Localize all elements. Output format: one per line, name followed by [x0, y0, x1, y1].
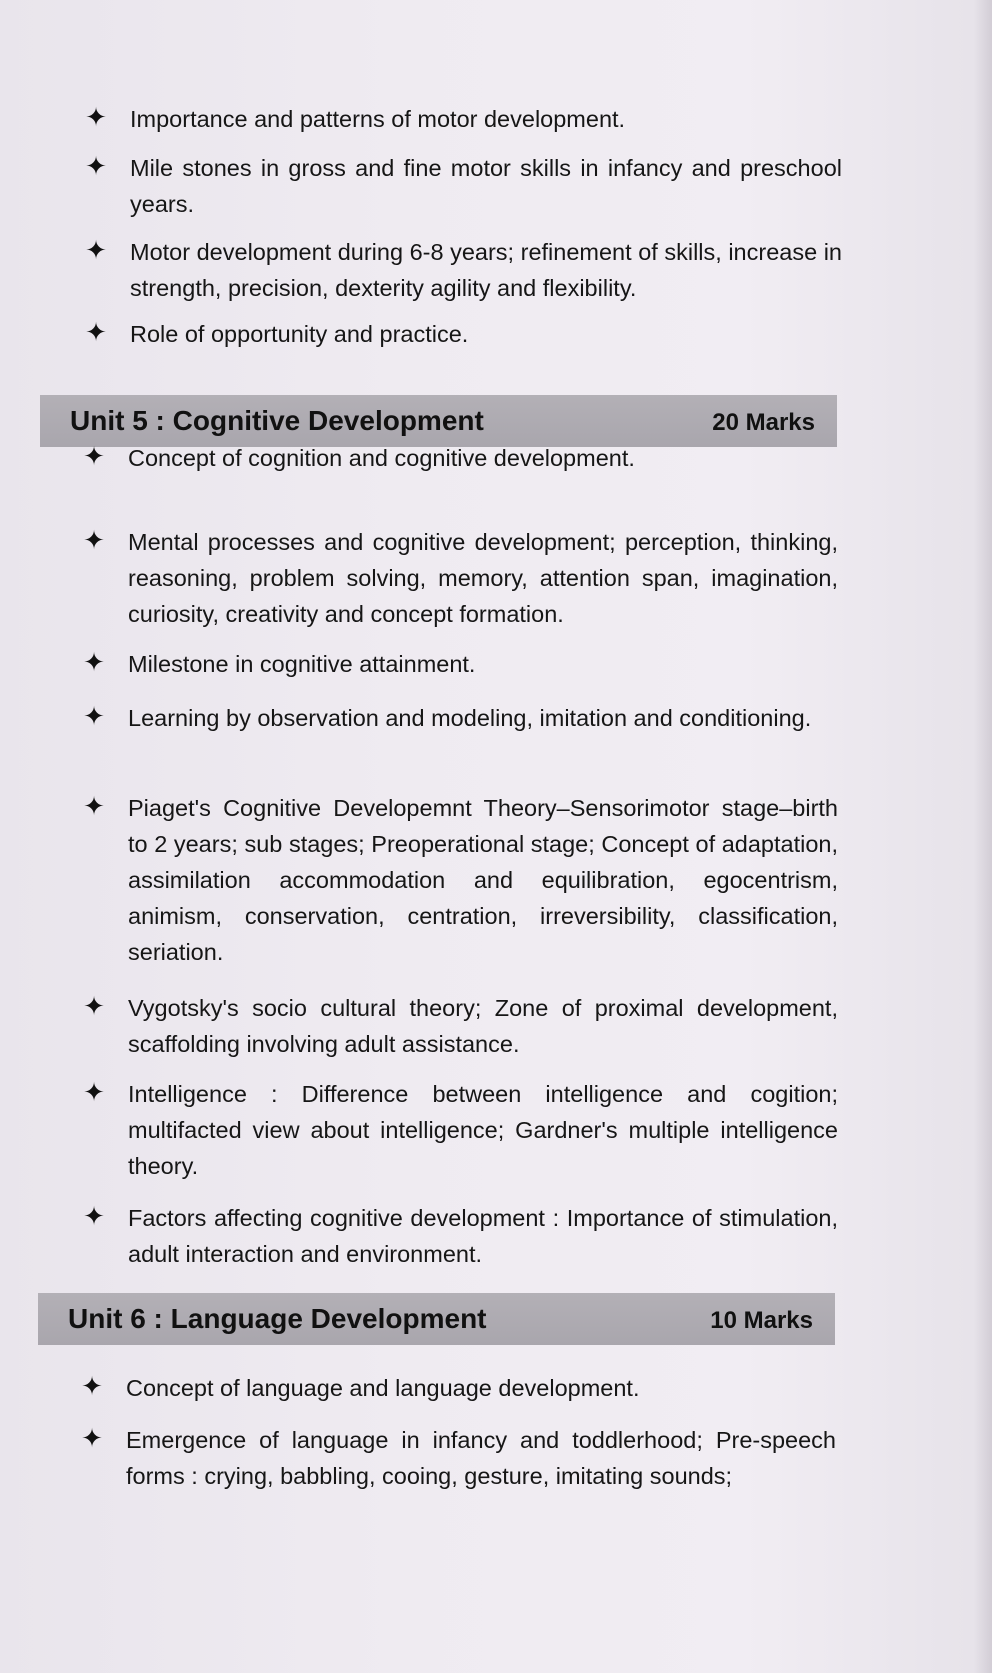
- list-item: ✦ Concept of cognition and cognitive development.: [128, 440, 838, 476]
- list-item: ✦ Concept of language and language development.: [126, 1370, 836, 1406]
- list-item: ✦ Importance and patterns of motor development.: [130, 101, 842, 137]
- star-bullet-icon: ✦: [81, 1372, 103, 1402]
- list-item: ✦ Vygotsky's socio cultural theory; Zone of proximal development, scaffolding involving adult assistance.: [128, 990, 838, 1062]
- list-item: ✦ Mental processes and cognitive development; perception, thinking, reasoning, problem solving, memory, attention span, imagination, curiosity, creativity and concept formation.: [128, 524, 838, 632]
- list-item: ✦ Emergence of language in infancy and toddlerhood; Pre-speech forms : crying, babbling, cooing, gesture, imitating sounds;: [126, 1422, 836, 1494]
- star-bullet-icon: ✦: [83, 792, 105, 822]
- star-bullet-icon: ✦: [83, 442, 105, 472]
- star-bullet-icon: ✦: [85, 103, 107, 133]
- star-bullet-icon: ✦: [83, 526, 105, 556]
- list-item: ✦ Mile stones in gross and fine motor skills in infancy and preschool years.: [130, 150, 842, 222]
- star-bullet-icon: ✦: [83, 702, 105, 732]
- star-bullet-icon: ✦: [81, 1424, 103, 1454]
- star-bullet-icon: ✦: [83, 1202, 105, 1232]
- unit-title: Unit 6 : Language Development: [68, 1303, 487, 1334]
- list-item: ✦ Motor development during 6-8 years; refinement of skills, increase in strength, precision, dexterity agility and flexibility.: [130, 234, 842, 306]
- list-item: ✦ Piaget's Cognitive Developemnt Theory–Sensorimotor stage–birth to 2 years; sub stages; Preoperational stage; Concept of adaptation, assimilation accommodation and equilibration, egocentrism, animism, conservation, centration, irreversibility, classification, seriation.: [128, 790, 838, 970]
- unit-marks: 10 Marks: [710, 1307, 813, 1334]
- unit-title: Unit 5 : Cognitive Development: [70, 405, 484, 436]
- unit-6-header: [38, 1293, 835, 1345]
- star-bullet-icon: ✦: [83, 648, 105, 678]
- star-bullet-icon: ✦: [85, 152, 107, 182]
- unit-marks: 20 Marks: [712, 409, 815, 436]
- list-item: ✦ Intelligence : Difference between intelligence and cogition; multifacted view about intelligence; Gardner's multiple intelligence theory.: [128, 1076, 838, 1184]
- star-bullet-icon: ✦: [85, 318, 107, 348]
- star-bullet-icon: ✦: [85, 236, 107, 266]
- list-item: ✦ Factors affecting cognitive development : Importance of stimulation, adult interaction and environment.: [128, 1200, 838, 1272]
- page-edge-shadow: [974, 0, 992, 1673]
- star-bullet-icon: ✦: [83, 1078, 105, 1108]
- list-item: ✦ Role of opportunity and practice.: [130, 316, 842, 352]
- list-item: ✦ Learning by observation and modeling, imitation and conditioning.: [128, 700, 838, 736]
- star-bullet-icon: ✦: [83, 992, 105, 1022]
- list-item: ✦ Milestone in cognitive attainment.: [128, 646, 838, 682]
